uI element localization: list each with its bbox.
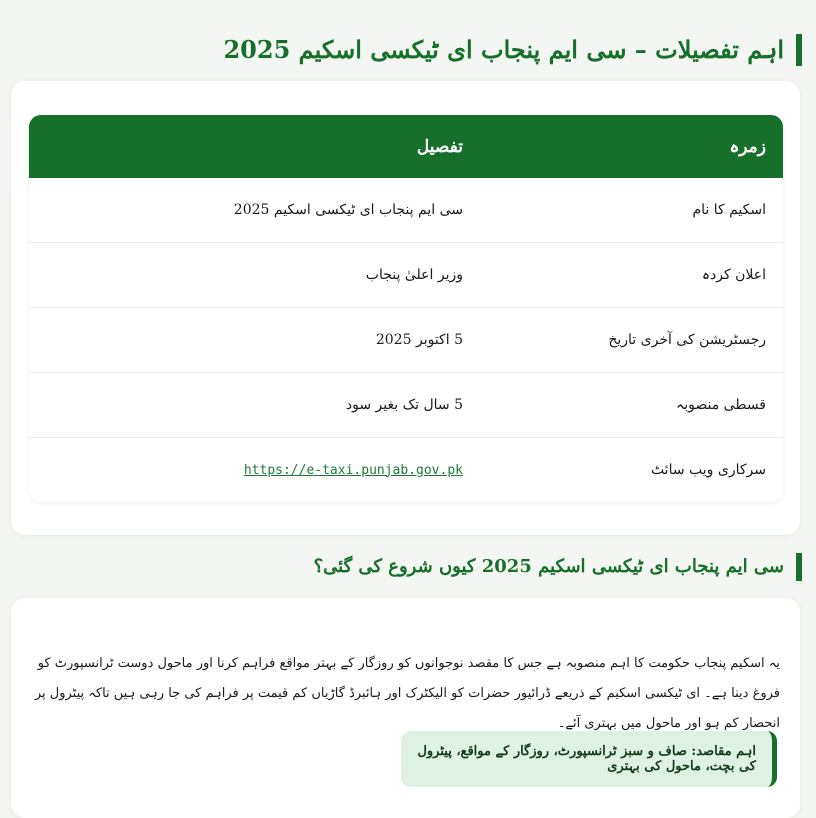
row-category: اسکیم کا نام	[692, 202, 766, 218]
row-category: قسطی منصوبہ	[676, 397, 766, 413]
table-row	[29, 373, 783, 438]
table-row	[29, 178, 783, 243]
row-detail	[244, 438, 463, 502]
row-category: اعلان کردہ	[701, 267, 766, 283]
table-row	[29, 308, 783, 373]
header-category: زمرہ	[729, 137, 766, 157]
row-detail: سی ایم پنجاب ای ٹیکسی اسکیم 2025	[233, 202, 463, 218]
objectives-callout: اہم مقاصد: صاف و سبز ٹرانسپورٹ، روزگار کے مواقع، پیٹرول کی بچت، ماحول کی بہتری	[401, 731, 777, 787]
table-header	[29, 115, 783, 178]
official-website-link[interactable]: https://e-taxi.punjab.gov.pk	[243, 462, 463, 478]
table-row	[29, 243, 783, 308]
row-detail: وزیر اعلیٰ پنجاب	[365, 267, 463, 283]
details-table	[29, 115, 783, 502]
why-card	[11, 598, 800, 818]
table-row	[29, 438, 783, 502]
row-detail: 5 سال تک بغیر سود	[345, 397, 463, 413]
row-detail: 5 اکتوبر 2025	[375, 332, 463, 348]
row-category: سرکاری ویب سائٹ	[650, 462, 766, 478]
why-paragraph: یہ اسکیم پنجاب حکومت کا اہم منصوبہ ہے جس کا مقصد نوجوانوں کو روزگار کے بہتر مواقع فراہم کرنا اور ماحول دوست ٹرانسپورٹ کو فروغ دینا ہے۔ ای ٹیکسی اسکیم کے ذریعے ڈرائیور حضرات کو الیکٹرک اور ہائبرڈ گاڑیاں کم قیمت پر فراہم کی جا رہی ہیں تاکہ پیٹرول پر انحصار کم ہو اور ماحول میں بہتری آئے۔	[34, 656, 780, 731]
row-category: رجسٹریشن کی آخری تاریخ	[608, 332, 766, 348]
section-title-why: سی ایم پنجاب ای ٹیکسی اسکیم 2025 کیوں شروع کی گئی؟	[314, 553, 802, 581]
header-detail: تفصیل	[416, 136, 463, 157]
section-title-details: اہم تفصیلات – سی ایم پنجاب ای ٹیکسی اسکیم 2025	[223, 34, 802, 66]
details-card	[11, 81, 800, 535]
